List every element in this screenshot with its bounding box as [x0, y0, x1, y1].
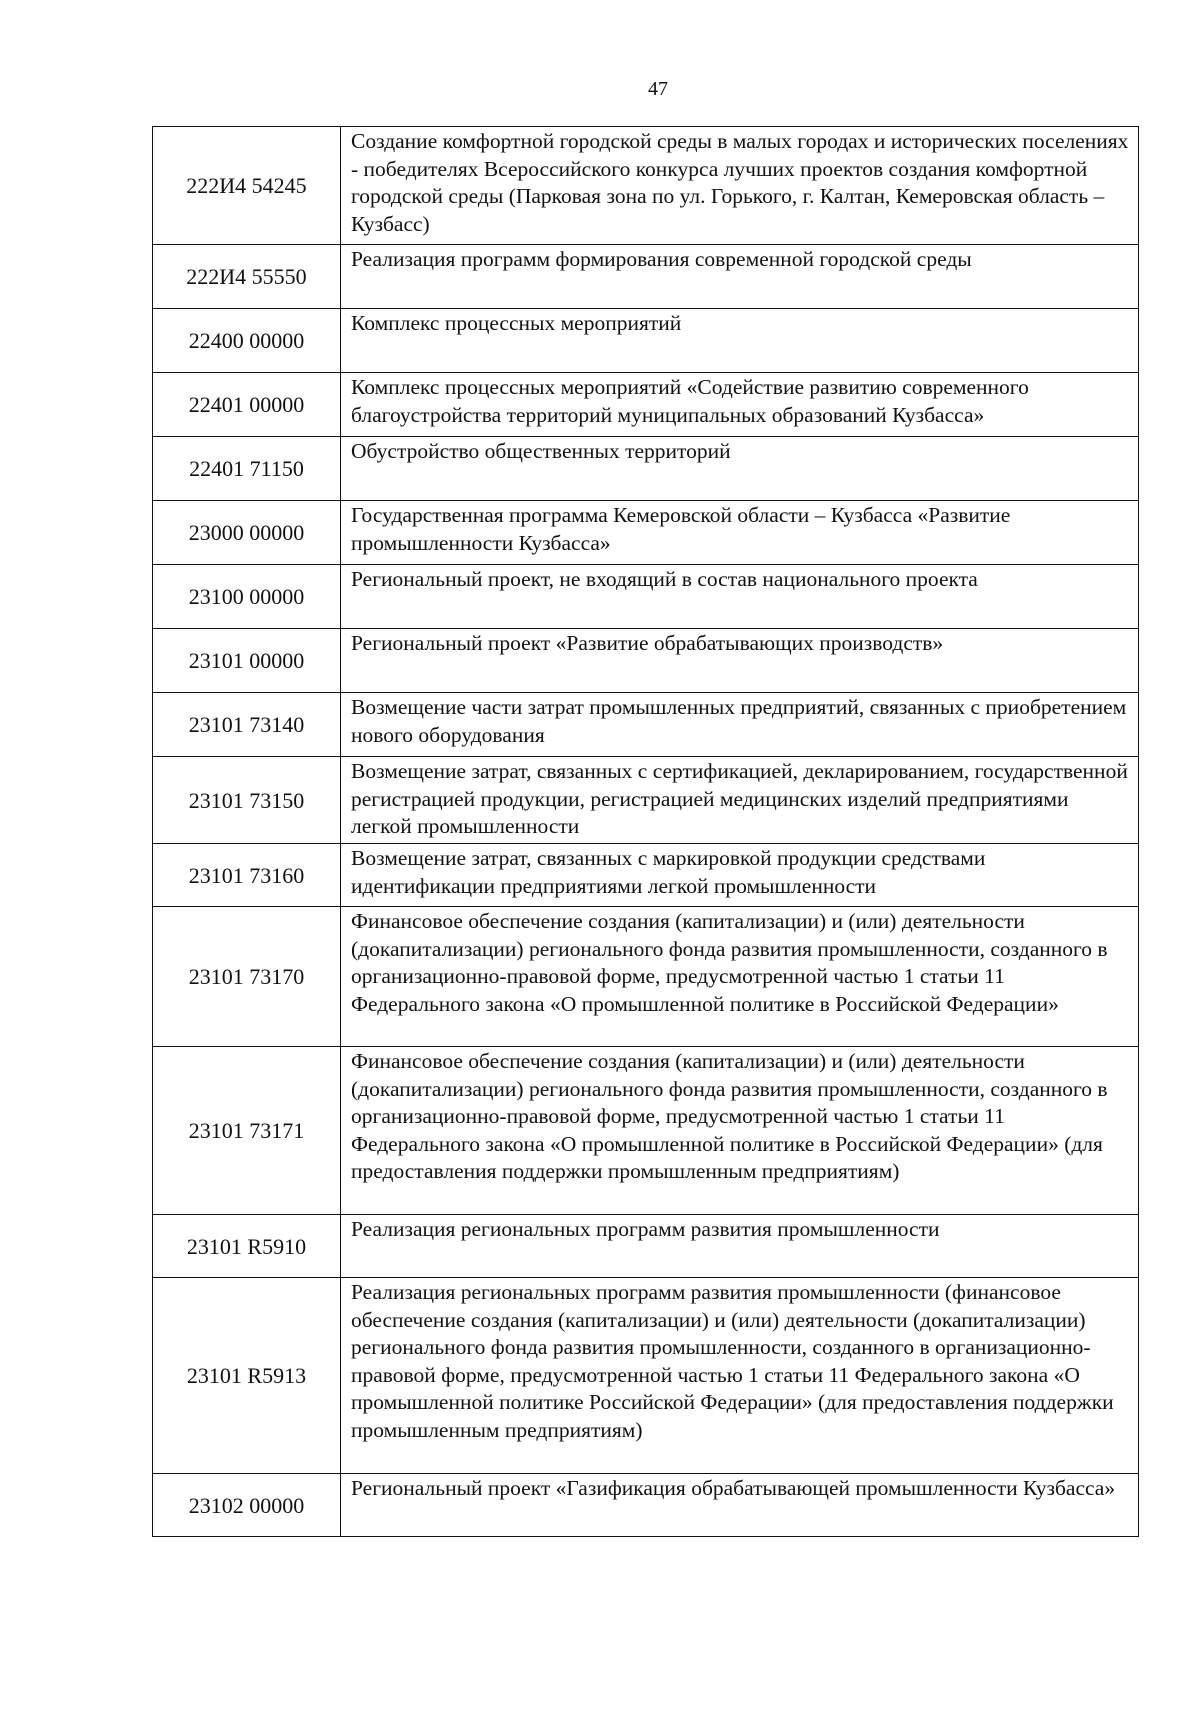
table-row [153, 629, 1139, 693]
table-row [153, 245, 1139, 309]
table-row [153, 693, 1139, 757]
row-code: 222И4 55550 [153, 245, 341, 309]
row-name: Реализация программ формирования современной городской среды [341, 245, 1139, 309]
row-name: Финансовое обеспечение создания (капитализации) и (или) деятельности (докапитализации) регионального фонда развития промышленности, созданного в организационно-правовой форме, предусмотренной частью 1 статьи 11 Федерального закона «О промышленной политике в Российской Федерации» (для предоставления поддержки промышленным предприятиям) [341, 1047, 1139, 1215]
row-code: 22401 71150 [153, 437, 341, 501]
row-code: 23102 00000 [153, 1474, 341, 1537]
table-row [153, 1215, 1139, 1278]
row-code: 23101 73170 [153, 907, 341, 1047]
row-name: Региональный проект «Развитие обрабатывающих производств» [341, 629, 1139, 693]
row-code: 222И4 54245 [153, 127, 341, 245]
row-name: Комплекс процессных мероприятий [341, 309, 1139, 373]
row-code: 23101 00000 [153, 629, 341, 693]
table-row [153, 757, 1139, 844]
budget-classification-table [152, 126, 1139, 1537]
page-number: 47 [648, 78, 668, 100]
row-name: Комплекс процессных мероприятий «Содействие развитию современного благоустройства территорий муниципальных образований Кузбасса» [341, 373, 1139, 437]
row-name: Реализация региональных программ развития промышленности (финансовое обеспечение создания (капитализации) и (или) деятельности (докапитализации) регионального фонда развития промышленности, созданного в организационно-правовой форме, предусмотренной частью 1 статьи 11 Федерального закона «О промышленной политике Российской Федерации» (для предоставления поддержки промышленным предприятиям) [341, 1278, 1139, 1474]
row-name: Региональный проект «Газификация обрабатывающей промышленности Кузбасса» [341, 1474, 1139, 1537]
row-name: Возмещение затрат, связанных с маркировкой продукции средствами идентификации предприятиями легкой промышленности [341, 844, 1139, 907]
table-row [153, 373, 1139, 437]
row-code: 23100 00000 [153, 565, 341, 629]
row-name: Создание комфортной городской среды в малых городах и исторических поселениях - победителях Всероссийского конкурса лучших проектов создания комфортной городской среды (Парковая зона по ул. Горького, г. Калтан, Кемеровская область – Кузбасс) [341, 127, 1139, 245]
table-row [153, 501, 1139, 565]
table-row [153, 437, 1139, 501]
row-code: 23000 00000 [153, 501, 341, 565]
row-code: 23101 R5910 [153, 1215, 341, 1278]
table-row [153, 1047, 1139, 1215]
table-row [153, 1474, 1139, 1537]
row-name: Государственная программа Кемеровской области – Кузбасса «Развитие промышленности Кузбасса» [341, 501, 1139, 565]
row-code: 23101 73171 [153, 1047, 341, 1215]
row-code: 23101 73160 [153, 844, 341, 907]
row-name: Возмещение части затрат промышленных предприятий, связанных с приобретением нового оборудования [341, 693, 1139, 757]
table-row [153, 127, 1139, 245]
table-row [153, 907, 1139, 1047]
table-row [153, 565, 1139, 629]
row-name: Региональный проект, не входящий в состав национального проекта [341, 565, 1139, 629]
row-code: 23101 R5913 [153, 1278, 341, 1474]
table-row [153, 1278, 1139, 1474]
row-code: 22400 00000 [153, 309, 341, 373]
row-name: Возмещение затрат, связанных с сертификацией, декларированием, государственной регистрацией продукции, регистрацией медицинских изделий предприятиями легкой промышленности [341, 757, 1139, 844]
row-name: Обустройство общественных территорий [341, 437, 1139, 501]
table-row [153, 844, 1139, 907]
row-name: Финансовое обеспечение создания (капитализации) и (или) деятельности (докапитализации) регионального фонда развития промышленности, созданного в организационно-правовой форме, предусмотренной частью 1 статьи 11 Федерального закона «О промышленной политике в Российской Федерации» [341, 907, 1139, 1047]
row-code: 22401 00000 [153, 373, 341, 437]
row-code: 23101 73150 [153, 757, 341, 844]
table-row [153, 309, 1139, 373]
row-name: Реализация региональных программ развития промышленности [341, 1215, 1139, 1278]
row-code: 23101 73140 [153, 693, 341, 757]
